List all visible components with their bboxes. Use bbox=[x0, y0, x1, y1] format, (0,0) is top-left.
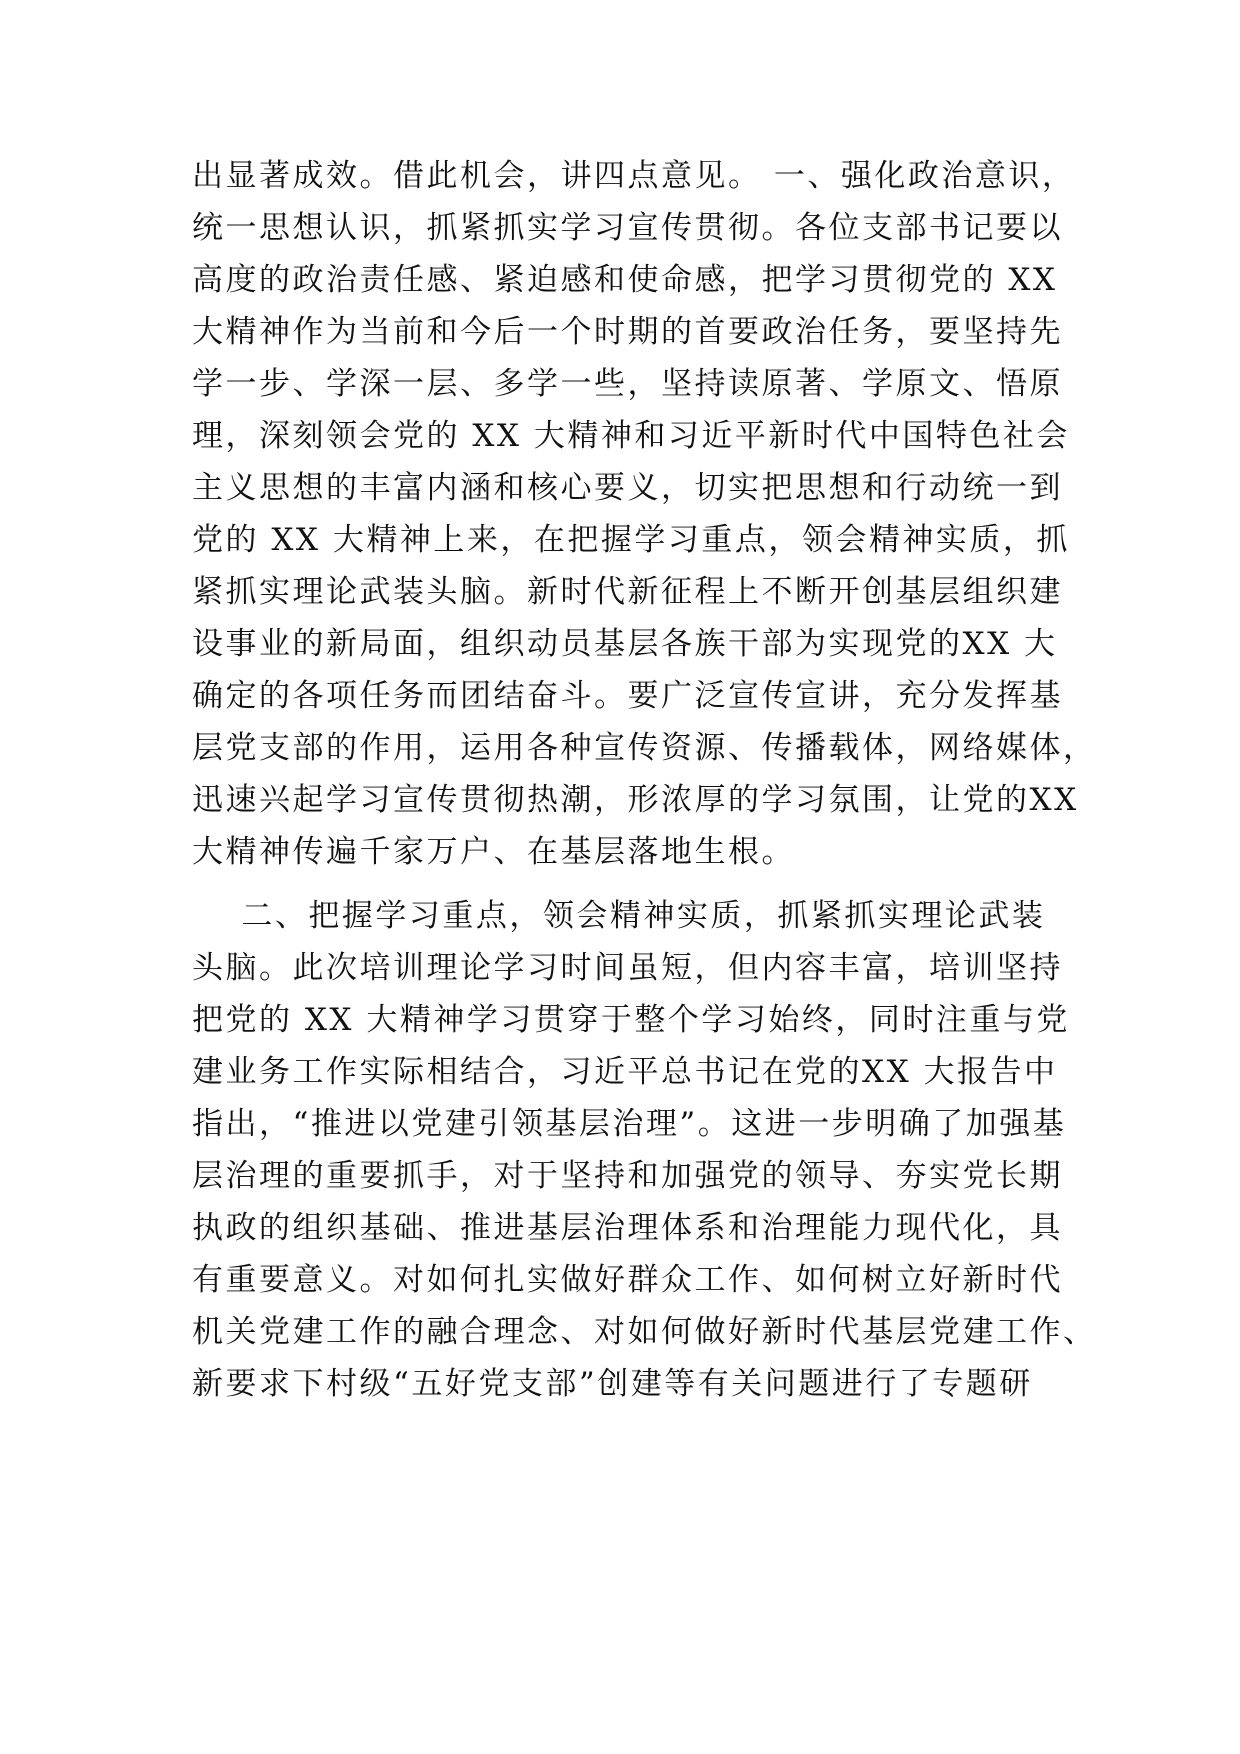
text-line: 设事业的新局面，组织动员基层各族干部为实现党的XX 大 bbox=[192, 626, 1058, 662]
text-line: 高度的政治责任感、紧迫感和使命感，把学习贯彻党的 XX bbox=[192, 262, 1058, 298]
text-line: 大精神作为当前和今后一个时期的首要政治任务，要坚持先 bbox=[192, 314, 1063, 350]
text-line: 出显著成效。借此机会，讲四点意见。 一、强化政治意识， bbox=[192, 158, 1076, 194]
text-line: 执政的组织基础、推进基层治理体系和治理能力现代化，具 bbox=[192, 1210, 1063, 1246]
text-line: 学一步、学深一层、多学一些，坚持读原著、学原文、悟原 bbox=[192, 366, 1063, 402]
text-line: 紧抓实理论武装头脑。新时代新征程上不断开创基层组织建 bbox=[192, 574, 1063, 610]
paragraph-gap bbox=[192, 878, 1072, 890]
text-line: 层党支部的作用，运用各种宣传资源、传播载体，网络媒体， bbox=[192, 730, 1097, 766]
text-line: 确定的各项任务而团结奋斗。要广泛宣传宣讲，充分发挥基 bbox=[192, 678, 1063, 714]
text-line: 有重要意义。对如何扎实做好群众工作、如何树立好新时代 bbox=[192, 1262, 1063, 1298]
text-line: 理，深刻领会党的 XX 大精神和习近平新时代中国特色社会 bbox=[192, 418, 1070, 454]
text-line: 建业务工作实际相结合，习近平总书记在党的XX 大报告中 bbox=[192, 1054, 1058, 1090]
paragraph-2 bbox=[192, 890, 1097, 1410]
text-line: 头脑。此次培训理论学习时间虽短，但内容丰富，培训坚持 bbox=[192, 950, 1063, 986]
document-body bbox=[192, 150, 1097, 1410]
text-line: 把党的 XX 大精神学习贯穿于整个学习始终，同时注重与党 bbox=[192, 1002, 1070, 1038]
text-line: 新要求下村级“五好党支部”创建等有关问题进行了专题研 bbox=[192, 1366, 1033, 1402]
text-line: 迅速兴起学习宣传贯彻热潮，形浓厚的学习氛围，让党的XX bbox=[192, 782, 1079, 818]
text-line: 层治理的重要抓手，对于坚持和加强党的领导、夯实党长期 bbox=[192, 1158, 1063, 1194]
text-line: 大精神传遍千家万户、在基层落地生根。 bbox=[192, 834, 795, 870]
text-line: 主义思想的丰富内涵和核心要义，切实把思想和行动统一到 bbox=[192, 470, 1063, 506]
paragraph-1 bbox=[192, 150, 1097, 878]
text-line: 统一思想认识，抓紧抓实学习宣传贯彻。各位支部书记要以 bbox=[192, 210, 1063, 246]
text-line: 二、把握学习重点，领会精神实质，抓紧抓实理论武装 bbox=[192, 898, 1046, 934]
text-line: 党的 XX 大精神上来，在把握学习重点，领会精神实质，抓 bbox=[192, 522, 1070, 558]
text-line: 机关党建工作的融合理念、对如何做好新时代基层党建工作、 bbox=[192, 1314, 1097, 1350]
text-line: 指出，“推进以党建引领基层治理”。这进一步明确了加强基 bbox=[192, 1106, 1067, 1142]
